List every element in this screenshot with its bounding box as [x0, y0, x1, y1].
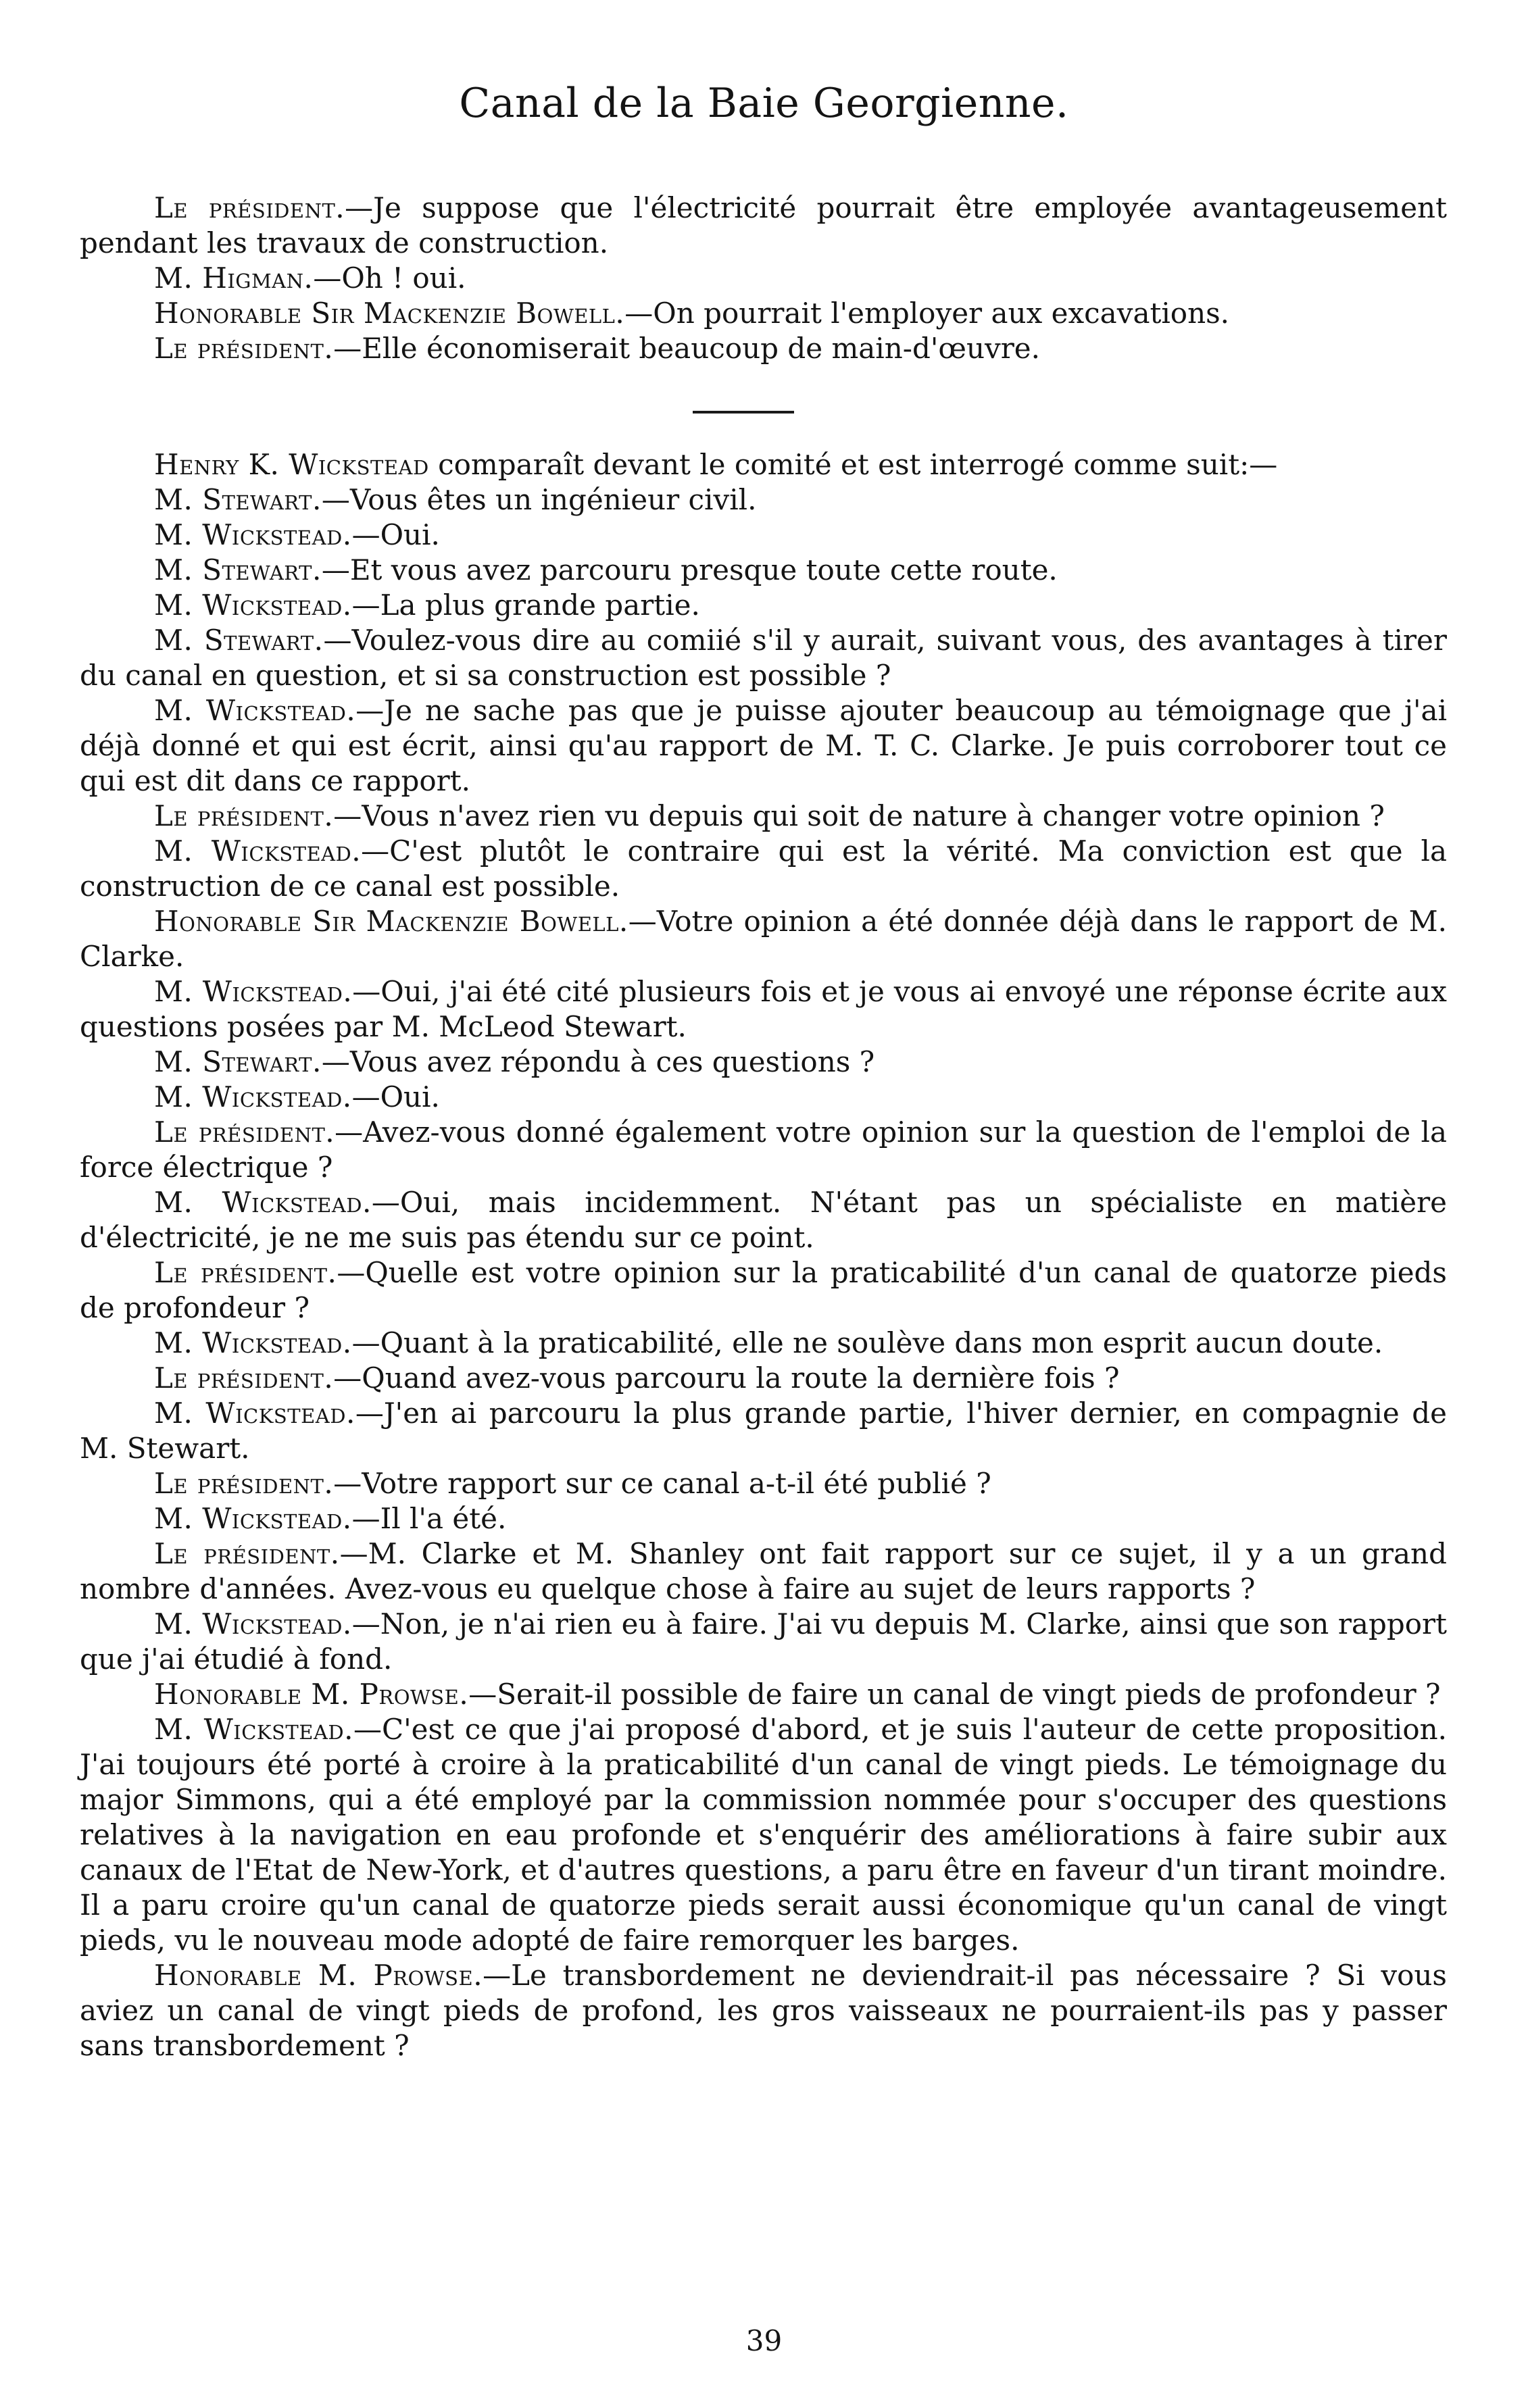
speech-text: —C'est ce que j'ai proposé d'abord, et je suis l'auteur de cette proposition. J'ai toujours été porté à croire à la praticabilité d'un canal de vingt pieds. Le témoignage du major Simmons, qui a été employé par la commission nommée pour s'occuper des questions relatives à la navigation en eau profonde et s'enquérir des améliorations à faire subir aux canaux de l'Etat de New-York, et d'autres questions, a paru être en faveur d'un tirant moindre. Il a paru croire qu'un canal de quatorze pieds serait aussi économique qu'un canal de vingt pieds, vu le nouveau mode adopté de faire remorquer les barges. [80, 1713, 1448, 1957]
speaker-name: M. Stewart. [154, 1045, 322, 1078]
section-divider [693, 411, 794, 413]
speech-text: —On pourrait l'employer aux excavations. [624, 297, 1230, 330]
paragraph [80, 693, 1447, 799]
paragraph [80, 1255, 1447, 1326]
speech-text: —Serait-il possible de faire un canal de vingt pieds de profondeur ? [468, 1678, 1441, 1711]
paragraph [80, 553, 1447, 588]
speaker-name: Le président. [154, 191, 345, 224]
speech-text: —J'en ai parcouru la plus grande partie, l'hiver dernier, en compagnie de M. Stewart. [80, 1397, 1447, 1465]
text-block-main [80, 447, 1447, 2063]
paragraph [80, 1607, 1447, 1677]
paragraph [80, 1361, 1447, 1396]
paragraph [80, 1536, 1447, 1607]
paragraph [80, 974, 1447, 1045]
speaker-name: M. Wickstead. [154, 1502, 352, 1535]
speech-text: —Votre rapport sur ce canal a-t-il été publié ? [333, 1467, 991, 1500]
paragraph [80, 191, 1447, 261]
speech-text: —Non, je n'ai rien eu à faire. J'ai vu depuis M. Clarke, ainsi que son rapport que j'ai étudié à fond. [80, 1607, 1447, 1676]
paragraph [80, 1080, 1447, 1115]
paragraph [80, 799, 1447, 834]
speaker-name: M. Wickstead. [154, 1713, 353, 1746]
speech-text: —Je ne sache pas que je puisse ajouter beaucoup au témoignage que j'ai déjà donné et qui est écrit, ainsi qu'au rapport de M. T. C. Clarke. Je puis corroborer tout ce qui est dit dans ce rapport. [80, 694, 1448, 797]
speech-text: —Et vous avez parcouru presque toute cette route. [321, 553, 1058, 586]
paragraph [80, 1185, 1447, 1255]
speech-text: —C'est plutôt le contraire qui est la vérité. Ma conviction est que la construction de ce canal est possible. [80, 834, 1448, 903]
speaker-name: M. Stewart. [154, 483, 322, 516]
speech-text: —Quelle est votre opinion sur la praticabilité d'un canal de quatorze pieds de profondeur ? [80, 1256, 1447, 1324]
speaker-name: Honorable Sir Mackenzie Bowell. [154, 297, 625, 330]
speaker-name: M. Wickstead. [154, 1607, 352, 1640]
speech-text: —M. Clarke et M. Shanley ont fait rapport sur ce sujet, il y a un grand nombre d'années. Avez-vous eu quelque chose à faire au sujet de leurs rapports ? [80, 1537, 1447, 1605]
speaker-name: Honorable Sir Mackenzie Bowell. [154, 905, 629, 938]
speaker-name: M. Higman. [154, 261, 314, 295]
speech-text: —Elle économiserait beaucoup de main-d'œuvre. [333, 332, 1041, 365]
speaker-name: M. Wickstead. [154, 518, 352, 551]
paragraph [80, 588, 1447, 623]
paragraph [80, 482, 1447, 518]
speech-text: —Oh ! oui. [313, 261, 466, 295]
speaker-name: Henry K. Wickstead [154, 448, 429, 481]
paragraph [80, 1045, 1447, 1080]
speaker-name: Honorable M. Prowse. [154, 1678, 469, 1711]
paragraph [80, 834, 1447, 904]
text-block-top [80, 191, 1447, 366]
speaker-name: Le président. [154, 1467, 334, 1500]
paragraph [80, 1466, 1447, 1501]
paragraph [80, 1677, 1447, 1712]
paragraph [80, 296, 1447, 331]
speaker-name: M. Wickstead. [154, 1080, 352, 1113]
paragraph [80, 1501, 1447, 1536]
speaker-name: M. Wickstead. [154, 1186, 372, 1219]
speech-text: —Quand avez-vous parcouru la route la dernière fois ? [333, 1361, 1120, 1395]
paragraph [80, 518, 1447, 553]
speech-text: —Je suppose que l'électricité pourrait être employée avantageusement pendant les travaux de construction. [80, 191, 1447, 259]
page-number: 39 [745, 2324, 783, 2357]
speech-text: comparaît devant le comité et est interrogé comme suit:— [428, 448, 1278, 481]
speech-text: —Vous avez répondu à ces questions ? [321, 1045, 875, 1078]
paragraph [80, 261, 1447, 296]
speech-text: —Oui. [351, 518, 440, 551]
speech-text: —Il l'a été. [351, 1502, 507, 1535]
speech-text: —Votre opinion a été donnée déjà dans le rapport de M. Clarke. [80, 905, 1447, 973]
speech-text: —La plus grande partie. [351, 588, 700, 622]
speech-text: —Voulez-vous dire au comiié s'il y aurait, suivant vous, des avantages à tirer du canal en question, et si sa construction est possible ? [80, 624, 1447, 692]
speaker-name: Le président. [154, 1361, 334, 1395]
paragraph [80, 1712, 1447, 1958]
speaker-name: M. Stewart. [154, 553, 322, 586]
speaker-name: Le président. [154, 1537, 340, 1570]
speech-text: —Le transbordement ne deviendrait-il pas nécessaire ? Si vous aviez un canal de vingt pieds de profond, les gros vaisseaux ne pourraient-ils pas y passer sans transbordement ? [80, 1959, 1447, 2062]
paragraph [80, 1115, 1447, 1185]
paragraph [80, 1958, 1447, 2063]
speaker-name: M. Wickstead. [154, 1326, 352, 1359]
speaker-name: Le président. [154, 1256, 337, 1289]
paragraph [80, 623, 1447, 693]
speech-text: —Vous n'avez rien vu depuis qui soit de nature à changer votre opinion ? [333, 799, 1385, 832]
speaker-name: M. Wickstead. [154, 975, 353, 1008]
paragraph [80, 904, 1447, 974]
speaker-name: M. Wickstead. [154, 834, 362, 868]
speaker-name: M. Stewart. [154, 624, 324, 657]
speech-text: —Oui, mais incidemment. N'étant pas un spécialiste en matière d'électricité, je ne me suis pas étendu sur ce point. [80, 1186, 1448, 1254]
speaker-name: Honorable M. Prowse. [154, 1959, 483, 1992]
speech-text: —Avez-vous donné également votre opinion sur la question de l'emploi de la force électrique ? [80, 1115, 1447, 1184]
speaker-name: M. Wickstead. [154, 1397, 355, 1430]
speech-text: —Vous êtes un ingénieur civil. [321, 483, 757, 516]
speaker-name: M. Wickstead. [154, 588, 352, 622]
paragraph [80, 331, 1447, 366]
speech-text: —Quant à la praticabilité, elle ne soulève dans mon esprit aucun doute. [351, 1326, 1383, 1359]
page-title: Canal de la Baie Georgienne. [459, 80, 1069, 127]
speaker-name: Le président. [154, 332, 334, 365]
speaker-name: Le président. [154, 1115, 335, 1149]
speaker-name: M. Wickstead. [154, 694, 356, 727]
paragraph [80, 1326, 1447, 1361]
speaker-name: Le président. [154, 799, 334, 832]
paragraph [80, 447, 1447, 482]
speech-text: —Oui, j'ai été cité plusieurs fois et je vous ai envoyé une réponse écrite aux questions posées par M. McLeod Stewart. [80, 975, 1447, 1043]
paragraph [80, 1396, 1447, 1466]
speech-text: —Oui. [351, 1080, 440, 1113]
